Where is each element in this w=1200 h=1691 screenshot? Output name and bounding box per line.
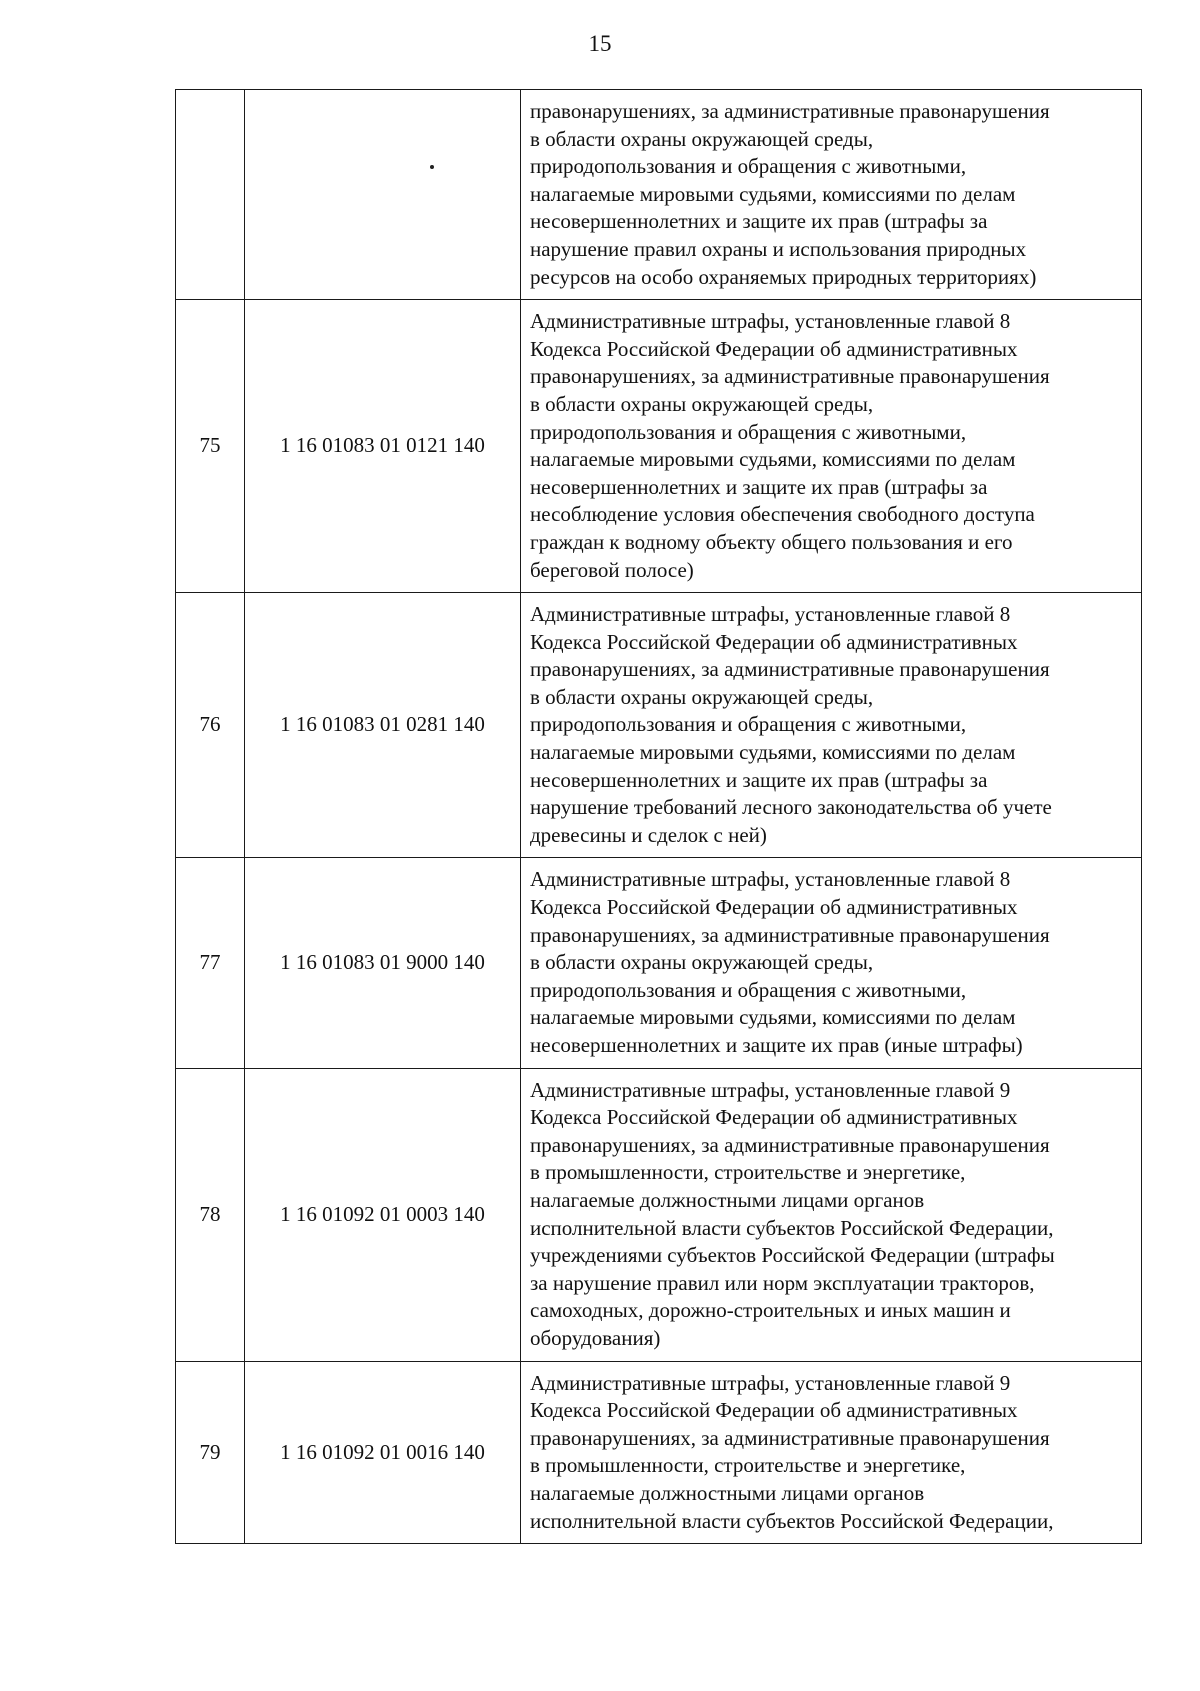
- description-line: природопользования и обращения с животными,: [530, 712, 967, 737]
- description-line: налагаемые должностными лицами органов: [530, 1187, 925, 1212]
- description-line: Административные штрафы, установленные главой 8: [530, 602, 1011, 627]
- table-row: [176, 90, 1142, 300]
- row-number-cell: 78: [176, 1068, 245, 1361]
- table-row: [176, 1068, 1142, 1361]
- description-line: несовершеннолетних и защите их прав (штрафы за: [530, 767, 988, 792]
- description-line: правонарушениях, за административные правонарушения: [530, 1425, 1050, 1450]
- description-line: налагаемые мировыми судьями, комиссиями по делам: [530, 740, 1016, 765]
- description-line: Кодекса Российской Федерации об административных: [530, 336, 1018, 361]
- table-row: [176, 300, 1142, 593]
- description-line: правонарушениях, за административные правонарушения: [530, 364, 1050, 389]
- description-line: Административные штрафы, установленные главой 9: [530, 1077, 1011, 1102]
- description-line: граждан к водному объекту общего пользования и его: [530, 529, 1013, 554]
- description-line: налагаемые мировыми судьями, комиссиями по делам: [530, 447, 1016, 472]
- description-line: несовершеннолетних и защите их прав (штрафы за: [530, 474, 988, 499]
- table-row: [176, 593, 1142, 858]
- description-line: правонарушениях, за административные правонарушения: [530, 922, 1050, 947]
- budget-code-cell: [245, 90, 521, 300]
- description-line: нарушение правил охраны и использования природных: [530, 236, 1027, 261]
- description-line: в промышленности, строительстве и энергетике,: [530, 1160, 966, 1185]
- description-line: природопользования и обращения с животными,: [530, 419, 967, 444]
- description-line: в области охраны окружающей среды,: [530, 684, 874, 709]
- description-line: правонарушениях, за административные правонарушения: [530, 1132, 1050, 1157]
- budget-code-cell: 1 16 01092 01 0003 140: [245, 1068, 521, 1361]
- description-line: несоблюдение условия обеспечения свободного доступа: [530, 502, 1035, 527]
- table-row: [176, 1361, 1142, 1544]
- description-line: исполнительной власти субъектов Российской Федерации,: [530, 1215, 1054, 1240]
- description-text: [521, 1362, 1141, 1544]
- description-line: древесины и сделок с ней): [530, 822, 767, 847]
- budget-code-cell: 1 16 01083 01 9000 140: [245, 858, 521, 1068]
- description-text: [521, 90, 1141, 299]
- description-text: [521, 300, 1141, 592]
- description-line: самоходных, дорожно-строительных и иных машин и: [530, 1298, 1011, 1323]
- description-cell: [521, 90, 1142, 300]
- page-number: 15: [588, 31, 612, 56]
- description-line: Административные штрафы, установленные главой 9: [530, 1370, 1011, 1395]
- description-line: Кодекса Российской Федерации об административных: [530, 1105, 1018, 1130]
- budget-code-cell: 1 16 01083 01 0281 140: [245, 593, 521, 858]
- description-cell: [521, 1068, 1142, 1361]
- row-number-cell: 75: [176, 300, 245, 593]
- description-line: ресурсов на особо охраняемых природных территориях): [530, 264, 1037, 289]
- budget-code-table: [175, 89, 1142, 1544]
- description-line: береговой полосе): [530, 557, 694, 582]
- table-row: [176, 858, 1142, 1068]
- row-number-cell: 77: [176, 858, 245, 1068]
- description-text: [521, 858, 1141, 1067]
- description-line: в области охраны окружающей среды,: [530, 126, 874, 151]
- description-line: несовершеннолетних и защите их прав (иные штрафы): [530, 1033, 1023, 1057]
- description-line: Административные штрафы, установленные главой 8: [530, 867, 1011, 892]
- row-number-cell: 79: [176, 1361, 245, 1544]
- description-line: Кодекса Российской Федерации об административных: [530, 629, 1018, 654]
- description-line: Кодекса Российской Федерации об административных: [530, 1398, 1018, 1423]
- description-line: налагаемые мировыми судьями, комиссиями по делам: [530, 181, 1016, 206]
- description-line: в области охраны окружающей среды,: [530, 391, 874, 416]
- description-cell: [521, 593, 1142, 858]
- description-text: [521, 593, 1141, 857]
- description-line: несовершеннолетних и защите их прав (штрафы за: [530, 209, 988, 234]
- description-line: в промышленности, строительстве и энергетике,: [530, 1453, 966, 1478]
- description-line: Кодекса Российской Федерации об административных: [530, 895, 1018, 920]
- description-line: нарушение требований лесного законодательства об учете: [530, 795, 1052, 820]
- description-line: оборудования): [530, 1325, 661, 1350]
- description-cell: [521, 1361, 1142, 1544]
- description-line: в области охраны окружающей среды,: [530, 950, 874, 975]
- description-line: за нарушение правил или норм эксплуатации тракторов,: [530, 1270, 1035, 1295]
- description-line: природопользования и обращения с животными,: [530, 977, 967, 1002]
- description-line: учреждениями субъектов Российской Федерации (штрафы: [530, 1243, 1055, 1268]
- description-line: правонарушениях, за административные правонарушения: [530, 99, 1050, 123]
- description-line: налагаемые должностными лицами органов: [530, 1480, 925, 1505]
- description-line: налагаемые мировыми судьями, комиссиями по делам: [530, 1005, 1016, 1030]
- budget-code-cell: 1 16 01083 01 0121 140: [245, 300, 521, 593]
- row-number-cell: [176, 90, 245, 300]
- description-line: правонарушениях, за административные правонарушения: [530, 657, 1050, 682]
- budget-code-cell: 1 16 01092 01 0016 140: [245, 1361, 521, 1544]
- table-body: [176, 90, 1142, 1544]
- description-cell: [521, 858, 1142, 1068]
- description-text: [521, 1069, 1141, 1361]
- description-line: исполнительной власти субъектов Российской Федерации,: [530, 1508, 1054, 1533]
- description-cell: [521, 300, 1142, 593]
- description-line: природопользования и обращения с животными,: [530, 154, 967, 179]
- row-number-cell: 76: [176, 593, 245, 858]
- description-line: Административные штрафы, установленные главой 8: [530, 309, 1011, 334]
